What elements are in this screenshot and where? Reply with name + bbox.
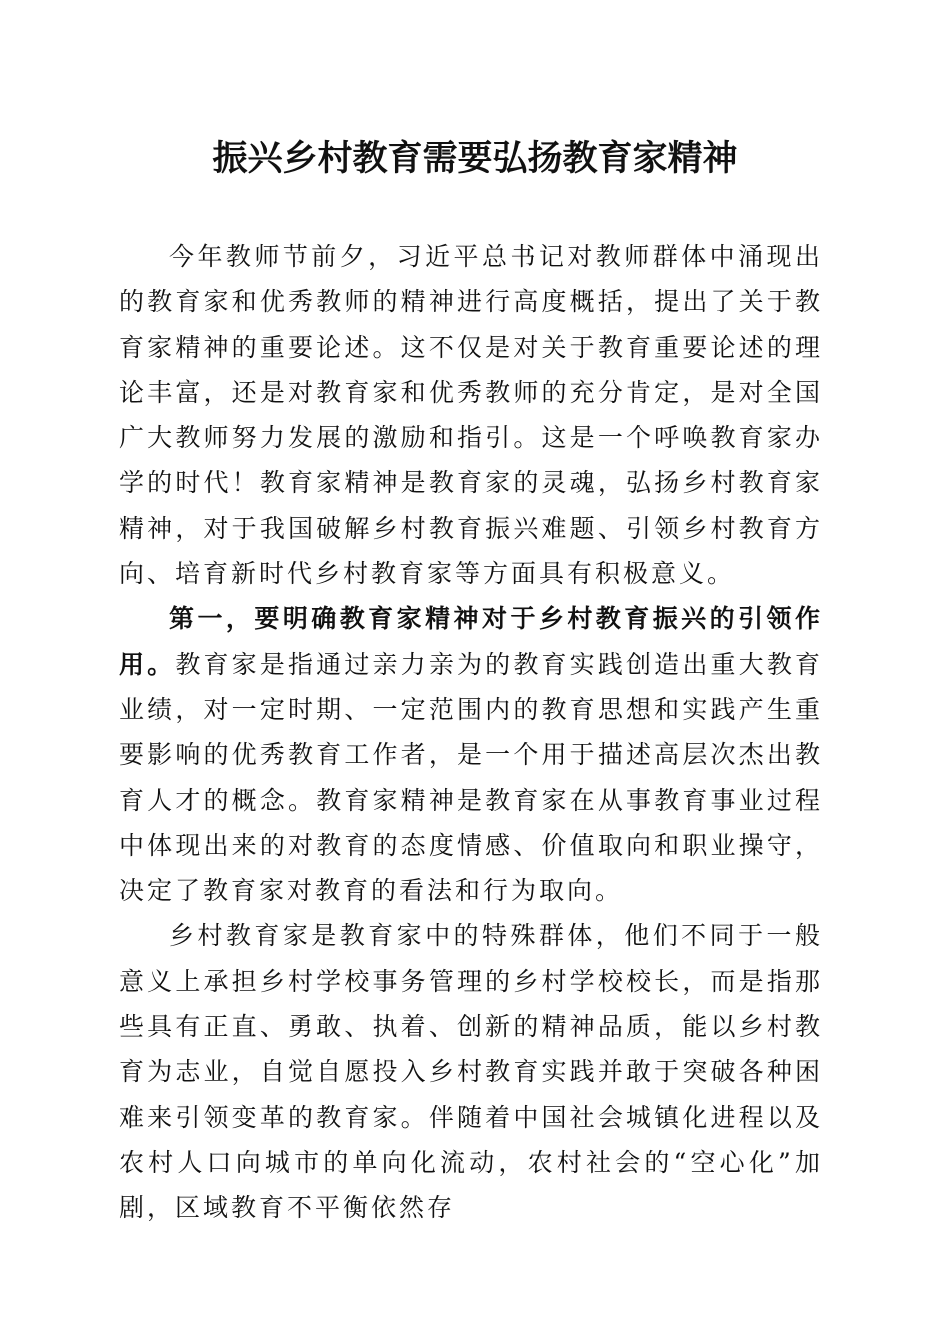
paragraph-lead-bold: 第一，要明确教育家精神对于乡村教育振兴的引领作用。 [119, 604, 823, 679]
paragraph-intro [119, 234, 823, 596]
paragraph-rural-educators [119, 913, 823, 1230]
document-body [119, 234, 823, 1231]
paragraph-text: 教育家是指通过亲力亲为的教育实践创造出重大教育业绩，对一定时期、一定范围内的教育思想和实践产生重要影响的优秀教育工作者，是一个用于描述高层次杰出教育人才的概念。教育家精神是教育家在从事教育事业过程中体现出来的对教育的态度情感、价值取向和职业操守，决定了教育家对教育的看法和行为取向。 [119, 649, 823, 906]
paragraph-text: 今年教师节前夕，习近平总书记对教师群体中涌现出的教育家和优秀教师的精神进行高度概括，提出了关于教育家精神的重要论述。这不仅是对关于教育重要论述的理论丰富，还是对教育家和优秀教师的充分肯定，是对全国广大教师努力发展的激励和指引。这是一个呼唤教育家办学的时代！教育家精神是教育家的灵魂，弘扬乡村教育家精神，对于我国破解乡村教育振兴难题、引领乡村教育方向、培育新时代乡村教育家等方面具有积极意义。 [119, 242, 823, 589]
document-title: 振兴乡村教育需要弘扬教育家精神 [212, 138, 738, 179]
paragraph-text: 乡村教育家是教育家中的特殊群体，他们不同于一般意义上承担乡村学校事务管理的乡村学校校长，而是指那些具有正直、勇敢、执着、创新的精神品质，能以乡村教育为志业，自觉自愿投入乡村教育实践并敢于突破各种困难来引领变革的教育家。伴随着中国社会城镇化进程以及农村人口向城市的单向化流动，农村社会的“空心化”加剧，区域教育不平衡依然存 [119, 921, 823, 1223]
paragraph-point-one [119, 596, 823, 913]
